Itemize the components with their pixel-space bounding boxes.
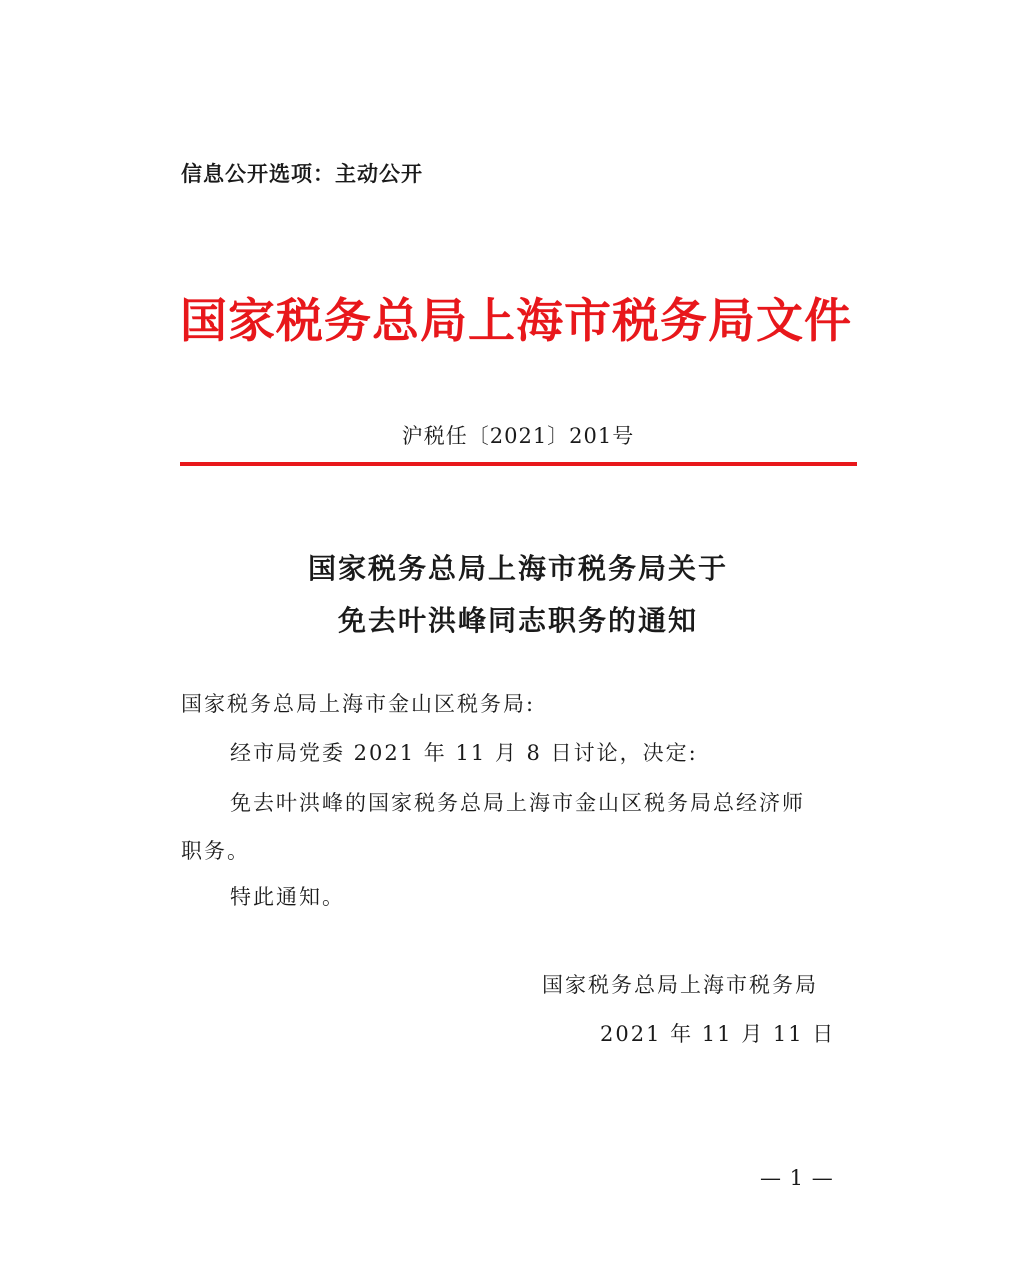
document-number: 沪税任〔2021〕201号: [401, 424, 635, 448]
disclosure-option: 信息公开选项：主动公开: [181, 162, 423, 186]
red-divider: [180, 462, 857, 466]
paragraph-dismissal-line1: 免去叶洪峰的国家税务总局上海市金山区税务局总经济师: [230, 791, 805, 815]
signature-issuer: 国家税务总局上海市税务局: [542, 973, 818, 997]
paragraph-dismissal-line2: 职务。: [181, 839, 250, 863]
signature-date: 2021 年 11 月 11 日: [600, 1022, 836, 1046]
page-number: — 1 —: [760, 1166, 834, 1190]
paragraph-closing: 特此通知。: [230, 885, 345, 909]
document-title-line2: 免去叶洪峰同志职务的通知: [337, 604, 698, 637]
document-title-line1: 国家税务总局上海市税务局关于: [307, 552, 728, 585]
paragraph-decision: 经市局党委 2021 年 11 月 8 日讨论，决定:: [230, 741, 698, 765]
issuer-header: 国家税务总局上海市税务局文件: [180, 294, 852, 349]
recipient: 国家税务总局上海市金山区税务局:: [181, 692, 536, 716]
